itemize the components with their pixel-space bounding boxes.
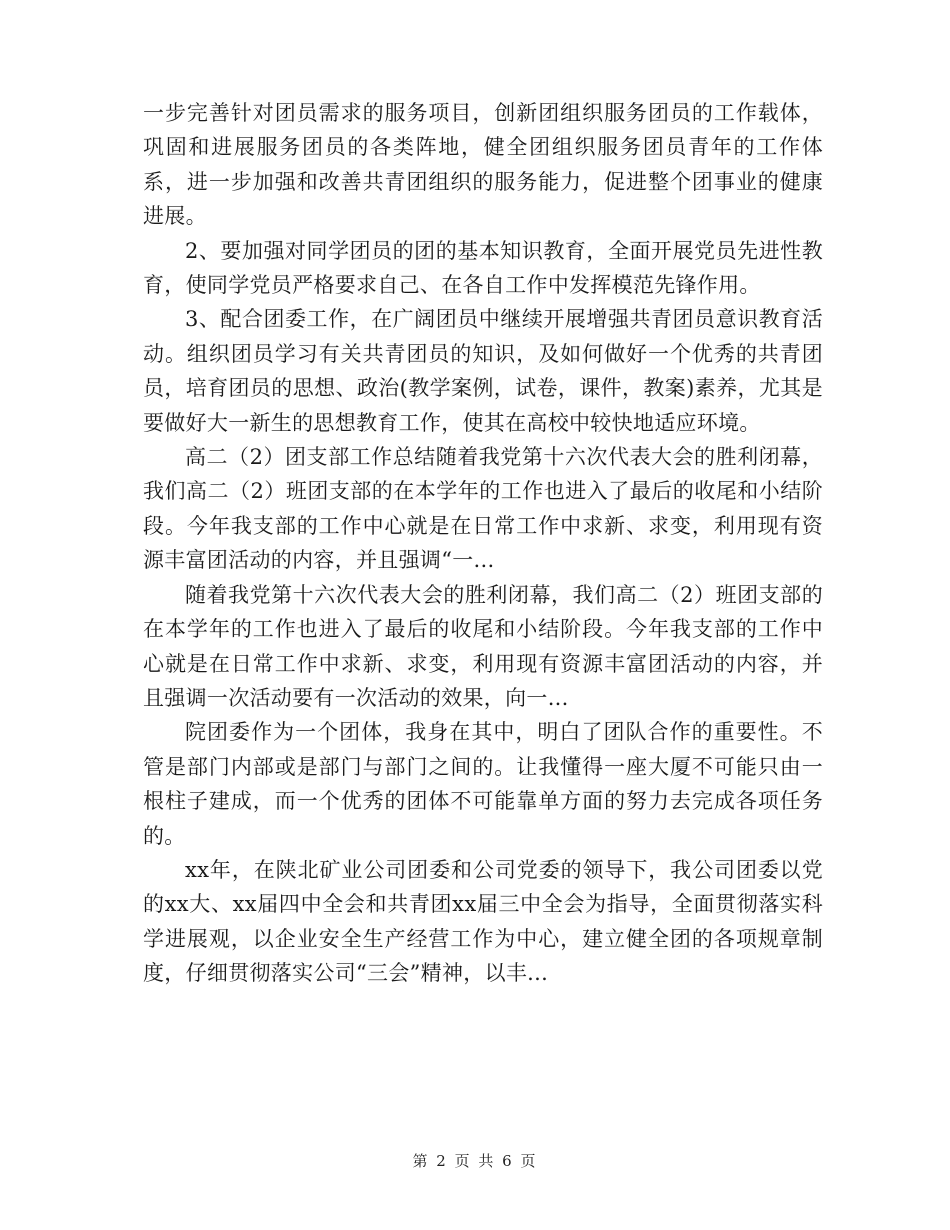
paragraph-continuation: 一步完善针对团员需求的服务项目，创新团组织服务团员的工作载体，巩固和进展服务团员的各类阵地，健全团组织服务团员青年的工作体系，进一步加强和改善共青团组织的服务能力，促进整个团事业的健康进展。 bbox=[143, 101, 823, 229]
document-body bbox=[143, 96, 823, 991]
paragraph-summary-body: 随着我党第十六次代表大会的胜利闭幕，我们高二（2）班团支部的在本学年的工作也进入了最后的收尾和小结阶段。今年我支部的工作中心就是在日常工作中求新、求变，利用现有资源丰富团活动的内容，并且强调一次活动要有一次活动的效果，向一... bbox=[143, 582, 823, 710]
paragraph-item-3: 3、配合团委工作，在广阔团员中继续开展增强共青团员意识教育活动。组织团员学习有关共青团员的知识，及如何做好一个优秀的共青团员，培育团员的思想、政治(教学案例，试卷，课件，教案)素养，尤其是要做好大一新生的思想教育工作，使其在高校中较快地适应环境。 bbox=[143, 307, 823, 435]
paragraph-summary-intro: 高二（2）团支部工作总结随着我党第十六次代表大会的胜利闭幕，我们高二（2）班团支部的在本学年的工作也进入了最后的收尾和小结阶段。今年我支部的工作中心就是在日常工作中求新、求变，利用现有资源丰富团活动的内容，并且强调“一... bbox=[143, 445, 823, 573]
page-number-footer: 第 2 页 共 6 页 bbox=[412, 1152, 538, 1170]
paragraph-company-youth: xx年，在陕北矿业公司团委和公司党委的领导下，我公司团委以党的xx大、xx届四中全会和共青团xx届三中全会为指导，全面贯彻落实科学进展观，以企业安全生产经营工作为中心，建立健全团的各项规章制度，仔细贯彻落实公司“三会”精神，以丰... bbox=[143, 857, 823, 986]
paragraph-item-2: 2、要加强对同学团员的团的基本知识教育，全面开展党员先进性教育，使同学党员严格要求自己、在各自工作中发挥模范先锋作用。 bbox=[143, 238, 823, 298]
paragraph-teamwork: 院团委作为一个团体，我身在其中，明白了团队合作的重要性。不管是部门内部或是部门与部门之间的。让我懂得一座大厦不可能只由一根柱子建成，而一个优秀的团体不可能靠单方面的努力去完成各项任务的。 bbox=[143, 720, 823, 848]
